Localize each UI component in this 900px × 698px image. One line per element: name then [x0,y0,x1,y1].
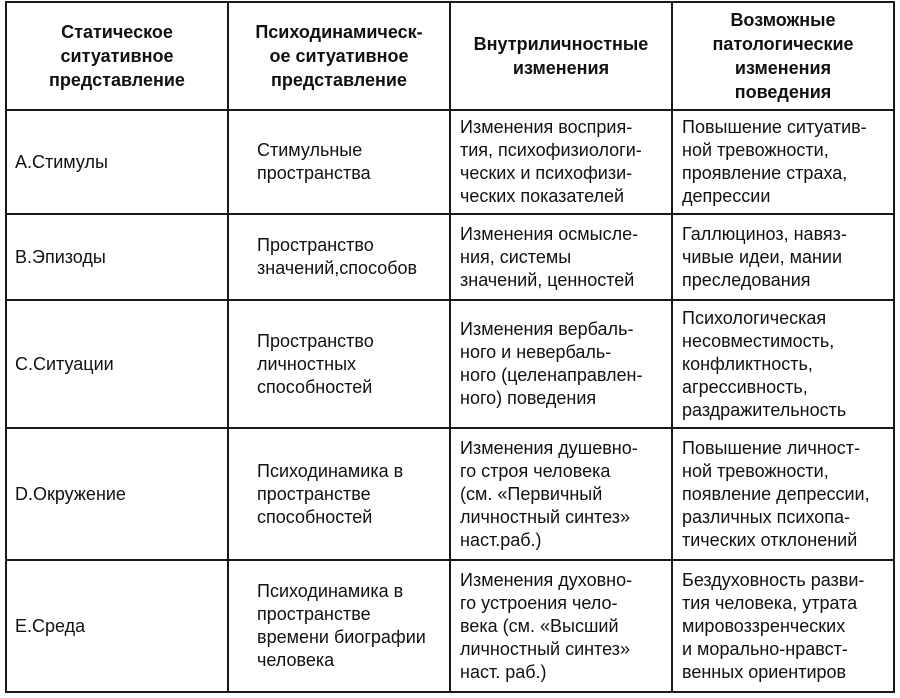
behavior-changes-cell: Повышение ситуатив- ной тревожности, проявление страха, депрессии [672,110,894,214]
space-cell: Психодинамика в пространстве способностей [228,428,450,560]
space-cell: Стимульные пространства [228,110,450,214]
table-body [6,110,894,692]
behavior-changes-cell: Бездуховность разви- тия человека, утрата мировоззренческих и морально-нравст- венных ориентиров [672,560,894,692]
header-pathological-behavior: Возможные патологические изменения поведения [672,2,894,110]
internal-changes-cell: Изменения вербаль- ного и невербаль- ного (целенаправлен- ного) поведения [450,300,672,428]
stage-cell: В.Эпизоды [6,214,228,300]
header-intrapersonal-changes: Внутриличностные изменения [450,2,672,110]
stage-cell: Е.Среда [6,560,228,692]
table-row [6,214,894,300]
space-cell: Пространство личностных способностей [228,300,450,428]
internal-changes-cell: Изменения восприя- тия, психофизиологи- ческих и психофизи- ческих показателей [450,110,672,214]
table-row [6,560,894,692]
internal-changes-cell: Изменения осмысле- ния, системы значений, ценностей [450,214,672,300]
space-cell: Психодинамика в пространстве времени биографии человека [228,560,450,692]
header-psychodynamic-representation: Психодинамическ- ое ситуативное представление [228,2,450,110]
stage-cell: С.Ситуации [6,300,228,428]
table-row [6,428,894,560]
behavior-changes-cell: Галлюциноз, навяз- чивые идеи, мании преследования [672,214,894,300]
table-row [6,110,894,214]
space-cell: Пространство значений,способов [228,214,450,300]
psychodynamics-table [5,1,895,693]
header-row [6,2,894,110]
stage-cell: А.Стимулы [6,110,228,214]
behavior-changes-cell: Повышение личност- ной тревожности, появление депрессии, различных психопа- тических отклонений [672,428,894,560]
table-row [6,300,894,428]
table-header [6,2,894,110]
behavior-changes-cell: Психологическая несовместимость, конфликтность, агрессивность, раздражительность [672,300,894,428]
internal-changes-cell: Изменения душевно- го строя человека (см. «Первичный личностный синтез» наст.раб.) [450,428,672,560]
header-static-representation: Статическое ситуативное представление [6,2,228,110]
stage-cell: D.Окружение [6,428,228,560]
internal-changes-cell: Изменения духовно- го устроения чело- века (см. «Высший личностный синтез» наст. раб.) [450,560,672,692]
